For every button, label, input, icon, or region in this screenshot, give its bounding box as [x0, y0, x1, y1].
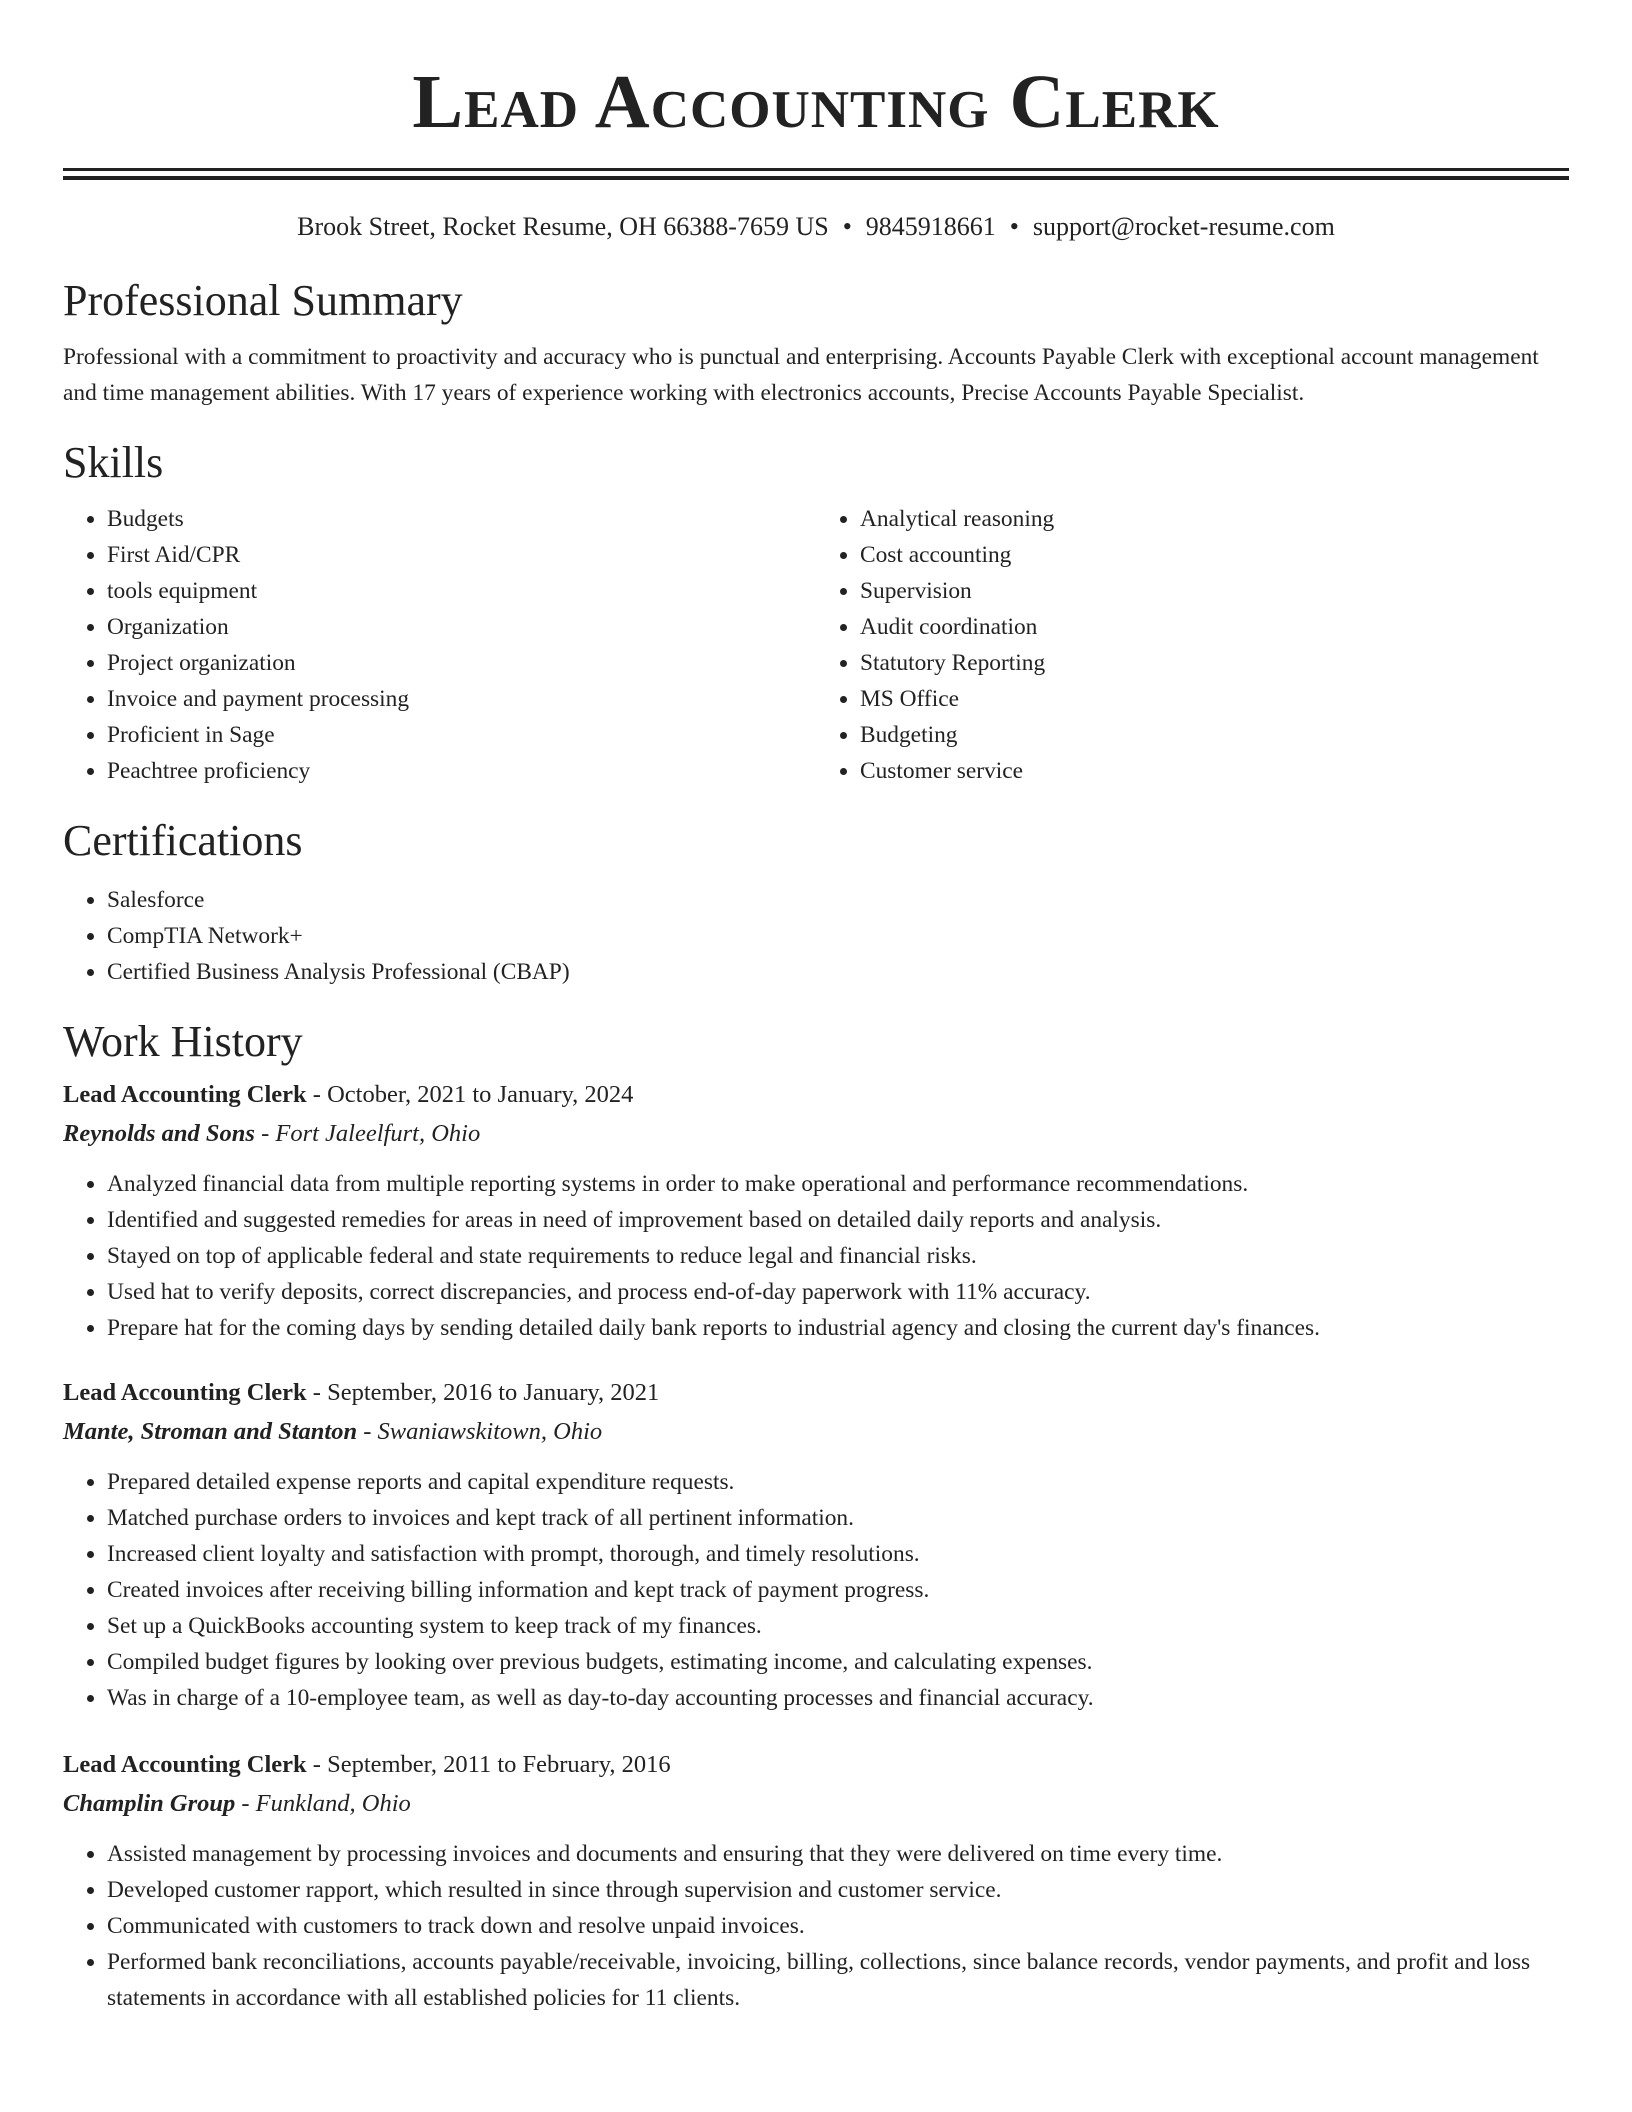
- job-location: - Funkland, Ohio: [235, 1790, 411, 1817]
- job-bullet: • Identified and suggested remedies for areas in need of improvement based on detailed daily reports and analysis.: [107, 1202, 1569, 1238]
- contact-separator: •: [842, 212, 852, 241]
- skills-list-left: [63, 501, 816, 789]
- job-bullet-list: [63, 1836, 1569, 2016]
- job-bullet: • Used hat to verify deposits, correct discrepancies, and process end-of-day paperwork with 11% accuracy.: [107, 1274, 1569, 1310]
- job-bullet: • Stayed on top of applicable federal and state requirements to reduce legal and financial risks.: [107, 1238, 1569, 1274]
- job-entry: [63, 1076, 1569, 1346]
- contact-phone: 9845918661: [865, 212, 996, 241]
- skill-item: • First Aid/CPR: [107, 537, 816, 573]
- job-dates: - September, 2011 to February, 2016: [306, 1751, 671, 1778]
- job-header: [63, 1746, 1569, 1784]
- job-company-line: [63, 1412, 1569, 1452]
- job-bullet: • Assisted management by processing invoices and documents and ensuring that they were delivered on time every time.: [107, 1836, 1569, 1872]
- skill-item: • Invoice and payment processing: [107, 681, 816, 717]
- job-location: - Swaniawskitown, Ohio: [357, 1418, 603, 1445]
- job-bullet-list: [63, 1166, 1569, 1346]
- job-dates: - September, 2016 to January, 2021: [306, 1379, 660, 1406]
- job-title: Lead Accounting Clerk: [63, 1751, 307, 1778]
- job-header: [63, 1374, 1569, 1412]
- skill-item: • MS Office: [860, 681, 1569, 717]
- job-title: Lead Accounting Clerk: [63, 1081, 307, 1108]
- job-title: Lead Accounting Clerk: [63, 1379, 307, 1406]
- job-bullet: • Compiled budget figures by looking over previous budgets, estimating income, and calculating expenses.: [107, 1644, 1569, 1680]
- job-company: Reynolds and Sons: [63, 1120, 255, 1147]
- work-history-section-title: Work History: [63, 1017, 303, 1066]
- certification-item: • Certified Business Analysis Professional (CBAP): [107, 954, 1569, 990]
- skills-section-title: Skills: [63, 438, 164, 487]
- job-header: [63, 1076, 1569, 1114]
- job-company-line: [63, 1784, 1569, 1824]
- skill-item: • Peachtree proficiency: [107, 753, 816, 789]
- skill-item: • Statutory Reporting: [860, 645, 1569, 681]
- skills-list-right: [816, 501, 1569, 789]
- job-bullet: • Set up a QuickBooks accounting system to keep track of my finances.: [107, 1608, 1569, 1644]
- job-company: Champlin Group: [63, 1790, 236, 1817]
- skill-item: • Audit coordination: [860, 609, 1569, 645]
- skill-item: • Supervision: [860, 573, 1569, 609]
- skills-columns: [63, 501, 1569, 789]
- skill-item: • Customer service: [860, 753, 1569, 789]
- skill-item: • Analytical reasoning: [860, 501, 1569, 537]
- header-double-rule: [63, 168, 1569, 180]
- skill-item: • Project organization: [107, 645, 816, 681]
- job-entry: [63, 1746, 1569, 2016]
- skill-item: • Budgeting: [860, 717, 1569, 753]
- job-bullet: • Performed bank reconciliations, accounts payable/receivable, invoicing, billing, collections, since balance records, vendor payments, and profit and loss statements in accordance with all established policies for 11 clients.: [107, 1944, 1569, 2016]
- contact-line: [63, 211, 1569, 243]
- skill-item: • Organization: [107, 609, 816, 645]
- job-entry: [63, 1374, 1569, 1716]
- summary-text: Professional with a commitment to proactivity and accuracy who is punctual and enterprising. Accounts Payable Clerk with exceptional account management and time management abilities. With 17 years of experience working with electronics accounts, Precise Accounts Payable Specialist.: [63, 344, 1539, 406]
- job-bullet: • Matched purchase orders to invoices and kept track of all pertinent information.: [107, 1500, 1569, 1536]
- job-bullet: • Developed customer rapport, which resulted in since through supervision and customer service.: [107, 1872, 1569, 1908]
- skill-item: • Budgets: [107, 501, 816, 537]
- job-company: Mante, Stroman and Stanton: [63, 1418, 358, 1445]
- job-bullet: • Prepared detailed expense reports and capital expenditure requests.: [107, 1464, 1569, 1500]
- summary-section-title: Professional Summary: [63, 276, 463, 325]
- job-bullet-list: [63, 1464, 1569, 1716]
- contact-address: Brook Street, Rocket Resume, OH 66388-7659 US: [297, 212, 829, 241]
- skill-item: • Cost accounting: [860, 537, 1569, 573]
- certifications-list: [63, 882, 1569, 990]
- resume-name-heading: Lead Accounting Clerk: [412, 60, 1220, 144]
- contact-email: support@rocket-resume.com: [1032, 212, 1335, 241]
- job-bullet: • Was in charge of a 10-employee team, as well as day-to-day accounting processes and financial accuracy.: [107, 1680, 1569, 1716]
- job-bullet: • Prepare hat for the coming days by sending detailed daily bank reports to industrial agency and closing the current day's finances.: [107, 1310, 1569, 1346]
- job-company-line: [63, 1114, 1569, 1154]
- certifications-section-title: Certifications: [63, 816, 303, 865]
- job-location: - Fort Jaleelfurt, Ohio: [254, 1120, 481, 1147]
- skill-item: • tools equipment: [107, 573, 816, 609]
- contact-separator: •: [1009, 212, 1019, 241]
- job-bullet: • Communicated with customers to track down and resolve unpaid invoices.: [107, 1908, 1569, 1944]
- job-dates: - October, 2021 to January, 2024: [306, 1081, 634, 1108]
- job-bullet: • Increased client loyalty and satisfaction with prompt, thorough, and timely resolutions.: [107, 1536, 1569, 1572]
- certification-item: • CompTIA Network+: [107, 918, 1569, 954]
- job-bullet: • Created invoices after receiving billing information and kept track of payment progress.: [107, 1572, 1569, 1608]
- skill-item: • Proficient in Sage: [107, 717, 816, 753]
- certification-item: • Salesforce: [107, 882, 1569, 918]
- job-bullet: • Analyzed financial data from multiple reporting systems in order to make operational and performance recommendations.: [107, 1166, 1569, 1202]
